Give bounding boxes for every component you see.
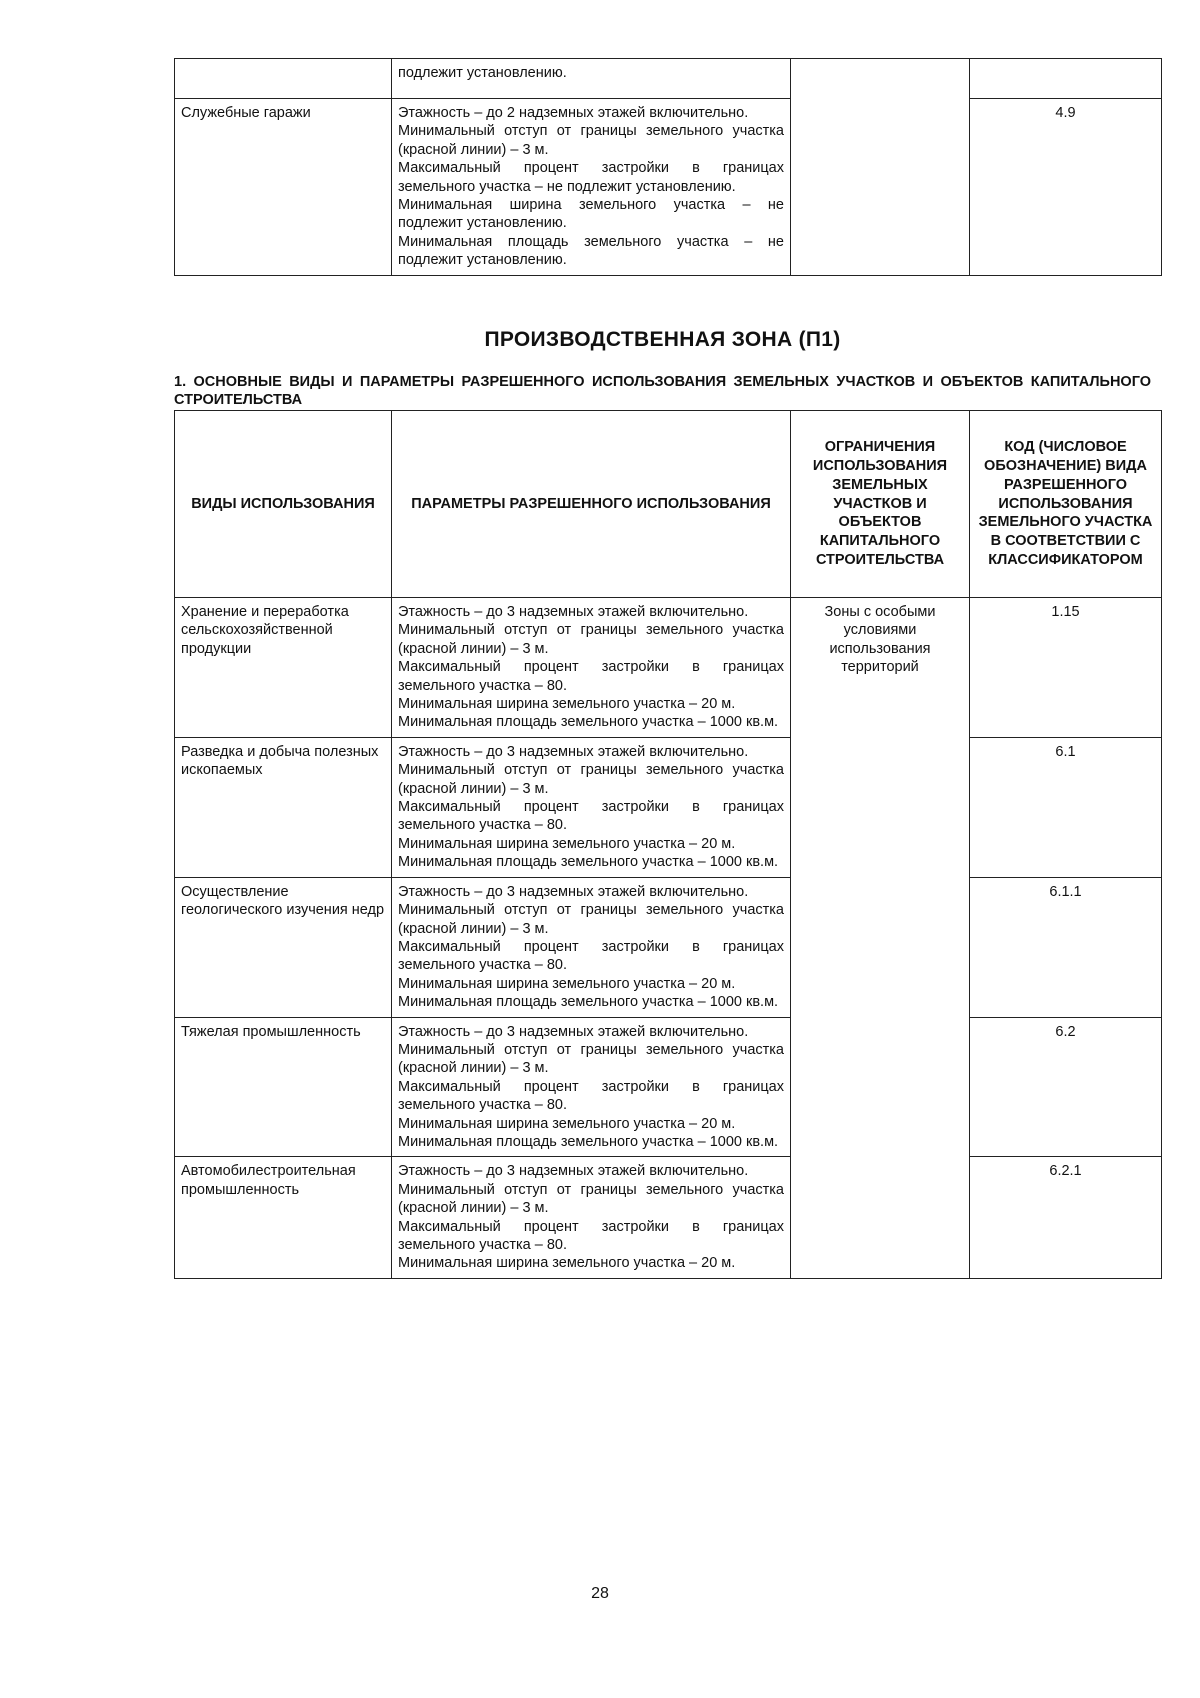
restriction-cell	[791, 59, 970, 276]
table-row	[175, 737, 1162, 877]
table-row	[175, 99, 1162, 276]
usage-type-cell: Автомобилестроительная промышленность	[175, 1157, 392, 1278]
usage-type-cell: Тяжелая промышленность	[175, 1017, 392, 1157]
code-cell: 6.1.1	[970, 877, 1162, 1017]
parameters-cell	[392, 59, 791, 99]
parameter-line: Минимальная площадь земельного участка – 1000 кв.м.	[398, 854, 779, 871]
page-number: 28	[591, 1585, 609, 1602]
parameter-line: Этажность – до 2 надземных этажей включительно.	[398, 105, 749, 121]
parameter-line: Минимальный отступ от границы земельного участка (красной линии) – 3 м.	[398, 123, 784, 158]
parameter-line: Минимальная ширина земельного участка – 20 м.	[398, 835, 736, 852]
usage-type-cell: Хранение и переработка сельскохозяйственной продукции	[175, 598, 392, 738]
parameter-line: Максимальный процент застройки в границах земельного участка – 80.	[398, 1078, 784, 1114]
parameter-line: Минимальная ширина земельного участка – 20 м.	[398, 696, 736, 713]
table-row	[175, 598, 1162, 738]
usage-type-cell: Осуществление геологического изучения недр	[175, 877, 392, 1017]
parameter-line: Минимальная ширина земельного участка – не подлежит установлению.	[398, 197, 784, 232]
usage-type-cell: Разведка и добыча полезных ископаемых	[175, 737, 392, 877]
parameter-line: Максимальный процент застройки в границах земельного участка – 80.	[398, 659, 784, 694]
usage-type-cell: Служебные гаражи	[175, 99, 392, 276]
parameter-line: Этажность – до 3 надземных этажей включительно.	[398, 883, 749, 900]
parameter-line: подлежит установлению.	[398, 65, 567, 81]
parameter-line: Минимальная площадь земельного участка – 1000 кв.м.	[398, 1133, 779, 1150]
code-cell: 6.2.1	[970, 1157, 1162, 1278]
parameter-line: Этажность – до 3 надземных этажей включительно.	[398, 1023, 749, 1040]
parameters-cell	[392, 598, 791, 738]
continuation-table	[174, 58, 1162, 276]
header-restrictions: ОГРАНИЧЕНИЯ ИСПОЛЬЗОВАНИЯ ЗЕМЕЛЬНЫХ УЧАСТКОВ И ОБЪЕКТОВ КАПИТАЛЬНОГО СТРОИТЕЛЬСТВА	[791, 411, 970, 598]
parameter-line: Минимальная ширина земельного участка – 20 м.	[398, 1255, 736, 1272]
table-header-row	[175, 411, 1162, 598]
parameter-line: Минимальный отступ от границы земельного участка (красной линии) – 3 м.	[398, 1181, 784, 1217]
header-usage-type: ВИДЫ ИСПОЛЬЗОВАНИЯ	[175, 411, 392, 598]
parameters-cell	[392, 877, 791, 1017]
code-cell	[970, 59, 1162, 99]
parameter-line: Минимальный отступ от границы земельного участка (красной линии) – 3 м.	[398, 622, 784, 657]
parameter-line: Минимальная площадь земельного участка – не подлежит установлению.	[398, 233, 784, 269]
parameters-cell	[392, 737, 791, 877]
parameters-cell	[392, 1157, 791, 1278]
section-title: 1. ОСНОВНЫЕ ВИДЫ И ПАРАМЕТРЫ РАЗРЕШЕННОГО ИСПОЛЬЗОВАНИЯ ЗЕМЕЛЬНЫХ УЧАСТКОВ И ОБЪЕКТОВ КАПИТАЛЬНОГО СТРОИТЕЛЬСТВА	[174, 374, 1151, 408]
parameter-line: Этажность – до 3 надземных этажей включительно.	[398, 743, 749, 760]
header-parameters: ПАРАМЕТРЫ РАЗРЕШЕННОГО ИСПОЛЬЗОВАНИЯ	[392, 411, 791, 598]
parameter-line: Этажность – до 3 надземных этажей включительно.	[398, 604, 749, 620]
parameter-line: Максимальный процент застройки в границах земельного участка – 80.	[398, 938, 784, 974]
parameter-line: Максимальный процент застройки в границах земельного участка – 80.	[398, 799, 784, 834]
code-cell: 6.2	[970, 1017, 1162, 1157]
parameter-line: Минимальная площадь земельного участка – 1000 кв.м.	[398, 714, 779, 731]
main-table	[174, 410, 1162, 1279]
parameter-line: Минимальный отступ от границы земельного участка (красной линии) – 3 м.	[398, 1041, 784, 1077]
code-cell: 4.9	[970, 99, 1162, 276]
table-row	[175, 877, 1162, 1017]
table-row	[175, 1157, 1162, 1278]
code-cell: 6.1	[970, 737, 1162, 877]
code-cell: 1.15	[970, 598, 1162, 738]
parameter-line: Минимальная площадь земельного участка – 1000 кв.м.	[398, 994, 779, 1011]
header-code: КОД (ЧИСЛОВОЕ ОБОЗНАЧЕНИЕ) ВИДА РАЗРЕШЕННОГО ИСПОЛЬЗОВАНИЯ ЗЕМЕЛЬНОГО УЧАСТКА В СООТВЕТСТВИИ С КЛАССИФИКАТОРОМ	[970, 411, 1162, 598]
parameter-line: Этажность – до 3 надземных этажей включительно.	[398, 1163, 749, 1180]
parameter-line: Максимальный процент застройки в границах земельного участка – не подлежит установлению.	[398, 160, 784, 195]
parameter-line: Минимальный отступ от границы земельного участка (красной линии) – 3 м.	[398, 762, 784, 797]
parameter-line: Минимальный отступ от границы земельного участка (красной линии) – 3 м.	[398, 902, 784, 937]
parameter-line: Минимальная ширина земельного участка – 20 м.	[398, 975, 736, 992]
parameter-line: Максимальный процент застройки в границах земельного участка – 80.	[398, 1218, 784, 1253]
parameters-cell	[392, 1017, 791, 1157]
zone-title: ПРОИЗВОДСТВЕННАЯ ЗОНА (П1)	[484, 328, 841, 351]
parameters-cell	[392, 99, 791, 276]
usage-type-cell	[175, 59, 392, 99]
table-row	[175, 59, 1162, 99]
restriction-cell: Зоны с особыми условиями использования территорий	[791, 598, 970, 1279]
parameter-line: Минимальная ширина земельного участка – 20 м.	[398, 1115, 736, 1132]
table-row	[175, 1017, 1162, 1157]
